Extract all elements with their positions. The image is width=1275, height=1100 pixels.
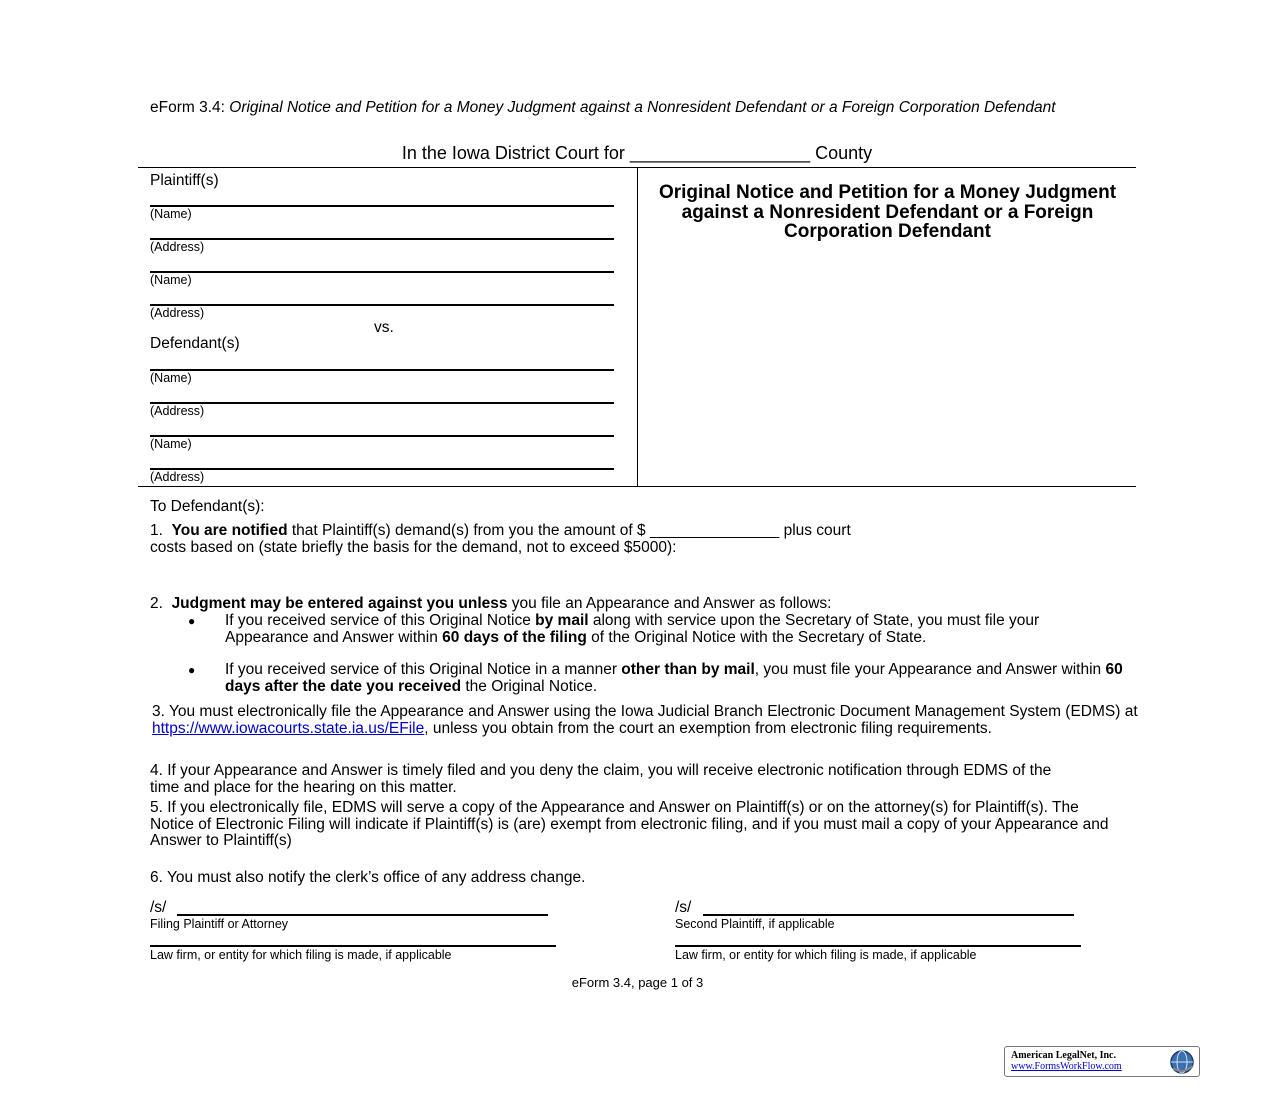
defendant-name-label: (Name) (150, 371, 192, 385)
plaintiff-name-label: (Name) (150, 273, 192, 287)
second-plaintiff-signature-line[interactable] (703, 914, 1074, 916)
court-line: In the Iowa District Court for __________________ County (401, 143, 873, 163)
caption-bottom-rule (138, 486, 1136, 487)
bullet-item-2: If you received service of this Original Notice in a manner other than by mail, you must file your Appearance and Answer within 60 days after the date you received the Original Notice. (225, 661, 1123, 695)
law-firm-label-right: Law firm, or entity for which filing is made, if applicable (675, 948, 977, 962)
form-id: eForm 3.4: (150, 99, 225, 116)
caption-divider (637, 167, 638, 487)
american-legalnet-logo[interactable] (1004, 1046, 1200, 1077)
defendant-address-label: (Address) (150, 404, 205, 418)
defendants-label: Defendant(s) (150, 335, 240, 352)
page-footer: eForm 3.4, page 1 of 3 (571, 975, 704, 990)
law-firm-label-left: Law firm, or entity for which filing is made, if applicable (150, 948, 452, 962)
defendant-address-line[interactable] (150, 468, 614, 470)
efile-link[interactable]: https://www.iowacourts.state.ia.us/EFile (152, 719, 425, 737)
plaintiff-address-line[interactable] (150, 238, 614, 240)
plaintiff-name-line[interactable] (150, 271, 614, 273)
paragraph-4: 4. If your Appearance and Answer is timely filed and you deny the claim, you will receive electronic notification through EDMS of the time and place for the hearing on this matter. (150, 762, 1052, 796)
versus-label: vs. (374, 319, 394, 336)
bullet-icon: ● (188, 614, 196, 628)
defendant-name-label: (Name) (150, 437, 192, 451)
defendant-address-label: (Address) (150, 470, 205, 484)
signature-mark-right: /s/ (675, 899, 692, 916)
caption-title: Original Notice and Petition for a Money Judgment against a Nonresident Defendant or a Foreign Corporation Defendant (658, 182, 1117, 242)
paragraph-3: 3. You must electronically file the Appearance and Answer using the Iowa Judicial Branch Electronic Document Management System (EDMS) at https://www.iowacourts.state.ia.us/EFile, unless you obtain from the court an exemption from electronic filing requirements. (152, 703, 1138, 737)
logo-url[interactable]: www.FormsWorkFlow.com (1011, 1061, 1122, 1072)
defendant-name-line[interactable] (150, 435, 614, 437)
law-firm-line-right[interactable] (675, 945, 1081, 947)
paragraph-5: 5. If you electronically file, EDMS will serve a copy of the Appearance and Answer on Plaintiff(s) or on the attorney(s) for Plaintiff(s). The Notice of Electronic Filing will indicate if Plaintiff(s) is (are) exempt from electronic filing, and if you must mail a copy of your Appearance and Answer to Plaintiff(s) (150, 799, 1109, 849)
defendant-address-line[interactable] (150, 402, 614, 404)
filing-plaintiff-label: Filing Plaintiff or Attorney (150, 917, 289, 931)
plaintiff-name-label: (Name) (150, 207, 192, 221)
to-defendants: To Defendant(s): (150, 498, 265, 515)
paragraph-2: 2. Judgment may be entered against you unless you file an Appearance and Answer as follows: (150, 595, 832, 612)
bullet-item-1: If you received service of this Original Notice by mail along with service upon the Secretary of State, you must file your Appearance and Answer within 60 days of the filing of the Original Notice with the Secretary of State. (225, 612, 1040, 646)
plaintiff-address-label: (Address) (150, 306, 205, 320)
paragraph-1: 1. You are notified that Plaintiff(s) demand(s) from you the amount of $ _______________ plus court costs based on (state briefly the basis for the demand, not to exceed $5000): (150, 522, 851, 556)
filing-plaintiff-signature-line[interactable] (177, 914, 548, 916)
defendant-name-line[interactable] (150, 369, 614, 371)
law-firm-line-left[interactable] (150, 945, 556, 947)
form-title: Original Notice and Petition for a Money Judgment against a Nonresident Defendant or a Foreign Corporation Defendant (229, 99, 1056, 116)
plaintiff-address-label: (Address) (150, 240, 205, 254)
second-plaintiff-label: Second Plaintiff, if applicable (675, 917, 835, 931)
form-header (150, 99, 1110, 116)
globe-icon (1169, 1049, 1195, 1075)
signature-mark-left: /s/ (150, 899, 167, 916)
paragraph-6: 6. You must also notify the clerk’s office of any address change. (150, 869, 586, 886)
logo-company-name: American LegalNet, Inc. (1011, 1050, 1116, 1061)
plaintiff-name-line[interactable] (150, 205, 614, 207)
plaintiff-address-line[interactable] (150, 304, 614, 306)
plaintiffs-label: Plaintiff(s) (150, 172, 219, 189)
bullet-icon: ● (188, 663, 196, 677)
